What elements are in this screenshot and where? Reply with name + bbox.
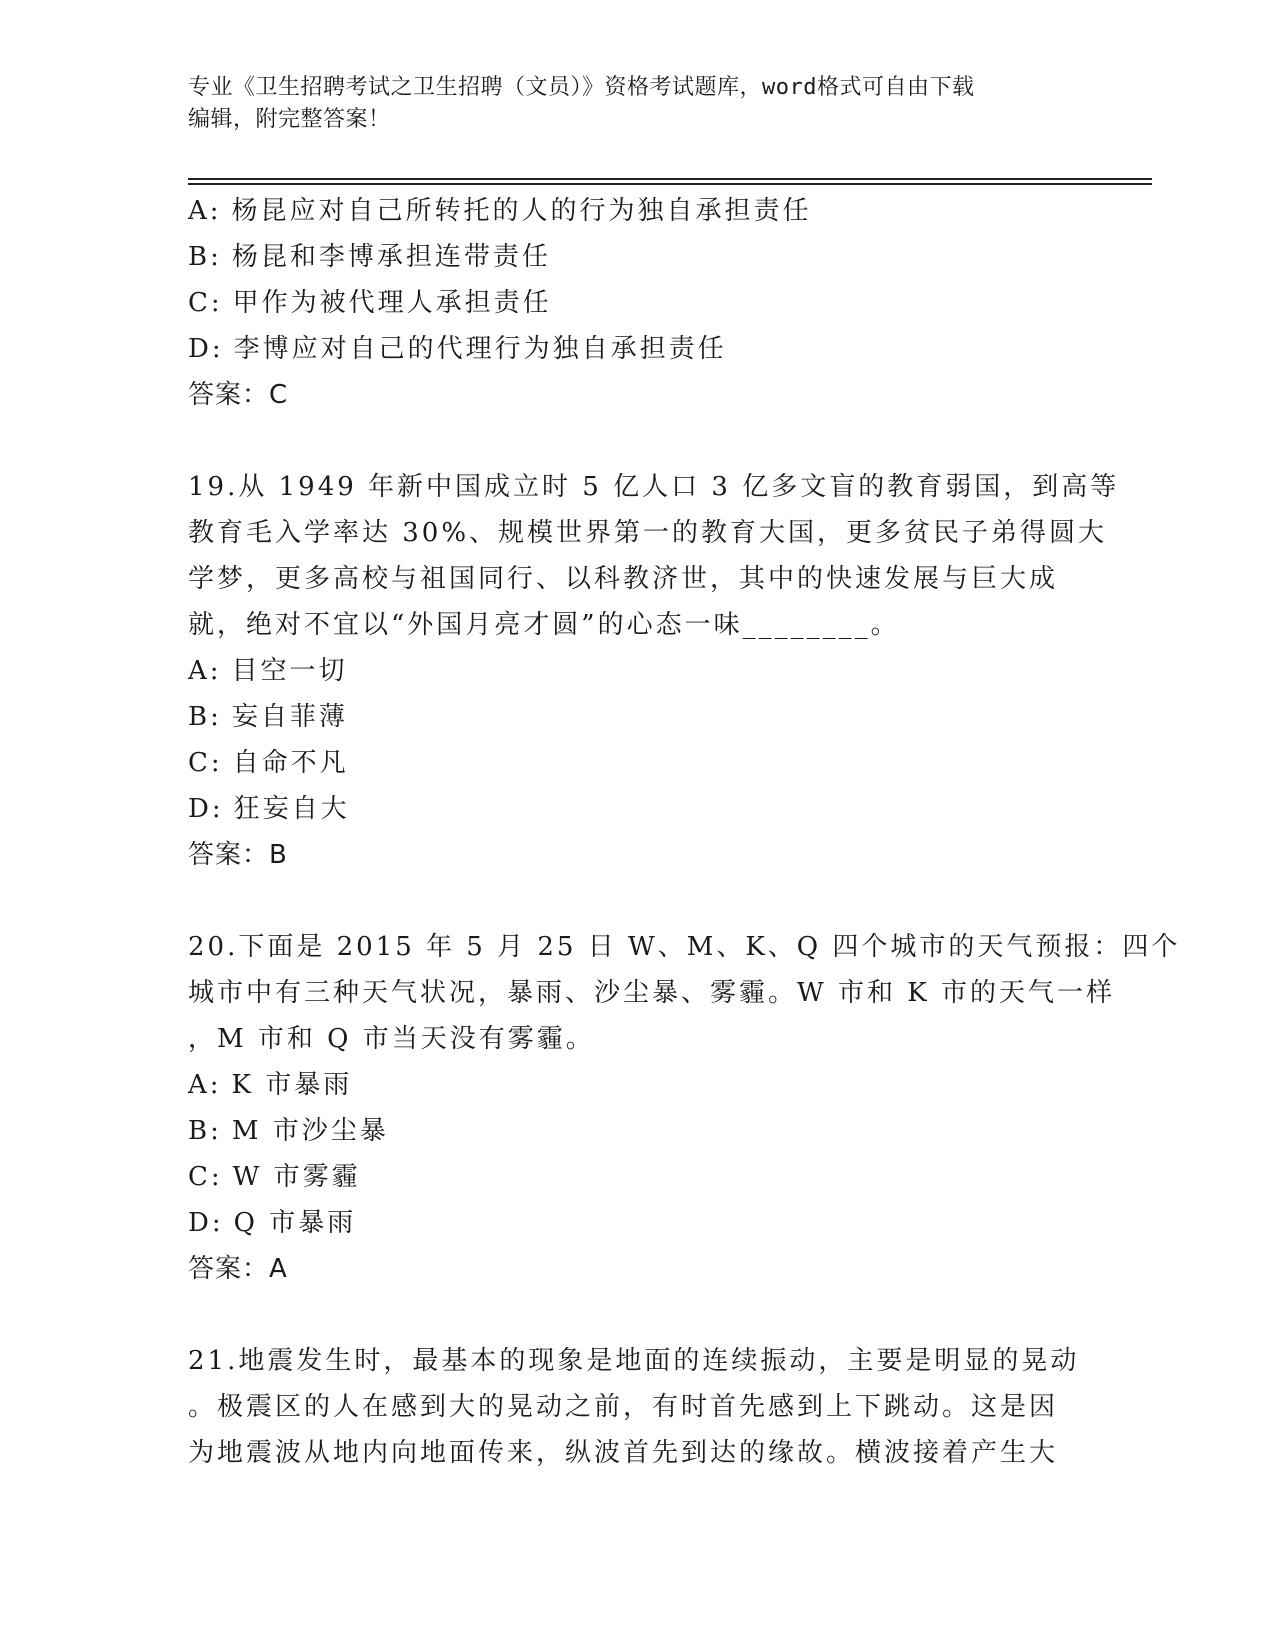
spacer <box>188 418 1088 464</box>
question-text-line: 20.下面是 2015 年 5 月 25 日 W、M、K、Q 四个城市的天气预报：四个 <box>188 932 1181 962</box>
option-b: B: M 市沙尘暴 <box>188 1116 389 1146</box>
option-c: C: 甲作为被代理人承担责任 <box>188 288 552 318</box>
option-b: B: 妄自菲薄 <box>188 702 348 732</box>
option-a: A: K 市暴雨 <box>188 1070 353 1100</box>
option-c: C: W 市雾霾 <box>188 1162 361 1192</box>
question-text-line: 城市中有三种天气状况，暴雨、沙尘暴、雾霾。W 市和 K 市的天气一样 <box>188 978 1115 1008</box>
question-21 <box>188 1338 1088 1476</box>
question-text-line: 教育毛入学率达 30%、规模世界第一的教育大国，更多贫民子弟得圆大 <box>188 518 1108 548</box>
answer-line: 答案：B <box>188 840 288 870</box>
question-text-line: ，M 市和 Q 市当天没有雾霾。 <box>188 1024 595 1054</box>
question-19 <box>188 464 1120 878</box>
option-d: D: 李博应对自己的代理行为独自承担责任 <box>188 334 727 364</box>
question-content <box>188 188 1181 1476</box>
header-line-1: 专业《卫生招聘考试之卫生招聘（文员）》资格考试题库，word格式可自由下载 <box>188 75 975 100</box>
option-a: A: 杨昆应对自己所转托的人的行为独自承担责任 <box>188 196 812 226</box>
question-text-line: 。极震区的人在感到大的晃动之前，有时首先感到上下跳动。这是因 <box>188 1392 1059 1422</box>
header-line-2: 编辑，附完整答案！ <box>188 107 391 132</box>
question-text-line: 21.地震发生时，最基本的现象是地面的连续振动，主要是明显的晃动 <box>188 1346 1080 1376</box>
header-rule-bottom <box>188 183 1152 185</box>
option-d: D: Q 市暴雨 <box>188 1208 357 1238</box>
answer-line: 答案：C <box>188 380 289 410</box>
question-18 <box>188 188 1088 418</box>
option-d: D: 狂妄自大 <box>188 794 350 824</box>
answer-line: 答案：A <box>188 1254 288 1284</box>
option-c: C: 自命不凡 <box>188 748 349 778</box>
question-20 <box>188 924 1181 1292</box>
option-b: B: 杨昆和李博承担连带责任 <box>188 242 551 272</box>
question-text-line: 为地震波从地内向地面传来，纵波首先到达的缘故。横波接着产生大 <box>188 1438 1059 1468</box>
header-rule-top <box>188 178 1152 180</box>
spacer <box>188 878 1088 924</box>
option-a: A: 目空一切 <box>188 656 348 686</box>
question-text-line: 就，绝对不宜以“外国月亮才圆”的心态一味________。 <box>188 610 900 640</box>
question-text-line: 19.从 1949 年新中国成立时 5 亿人口 3 亿多文盲的教育弱国，到高等 <box>188 472 1120 502</box>
question-text-line: 学梦，更多高校与祖国同行、以科教济世，其中的快速发展与巨大成 <box>188 564 1059 594</box>
document-header <box>188 72 1088 136</box>
spacer <box>188 1292 1088 1338</box>
